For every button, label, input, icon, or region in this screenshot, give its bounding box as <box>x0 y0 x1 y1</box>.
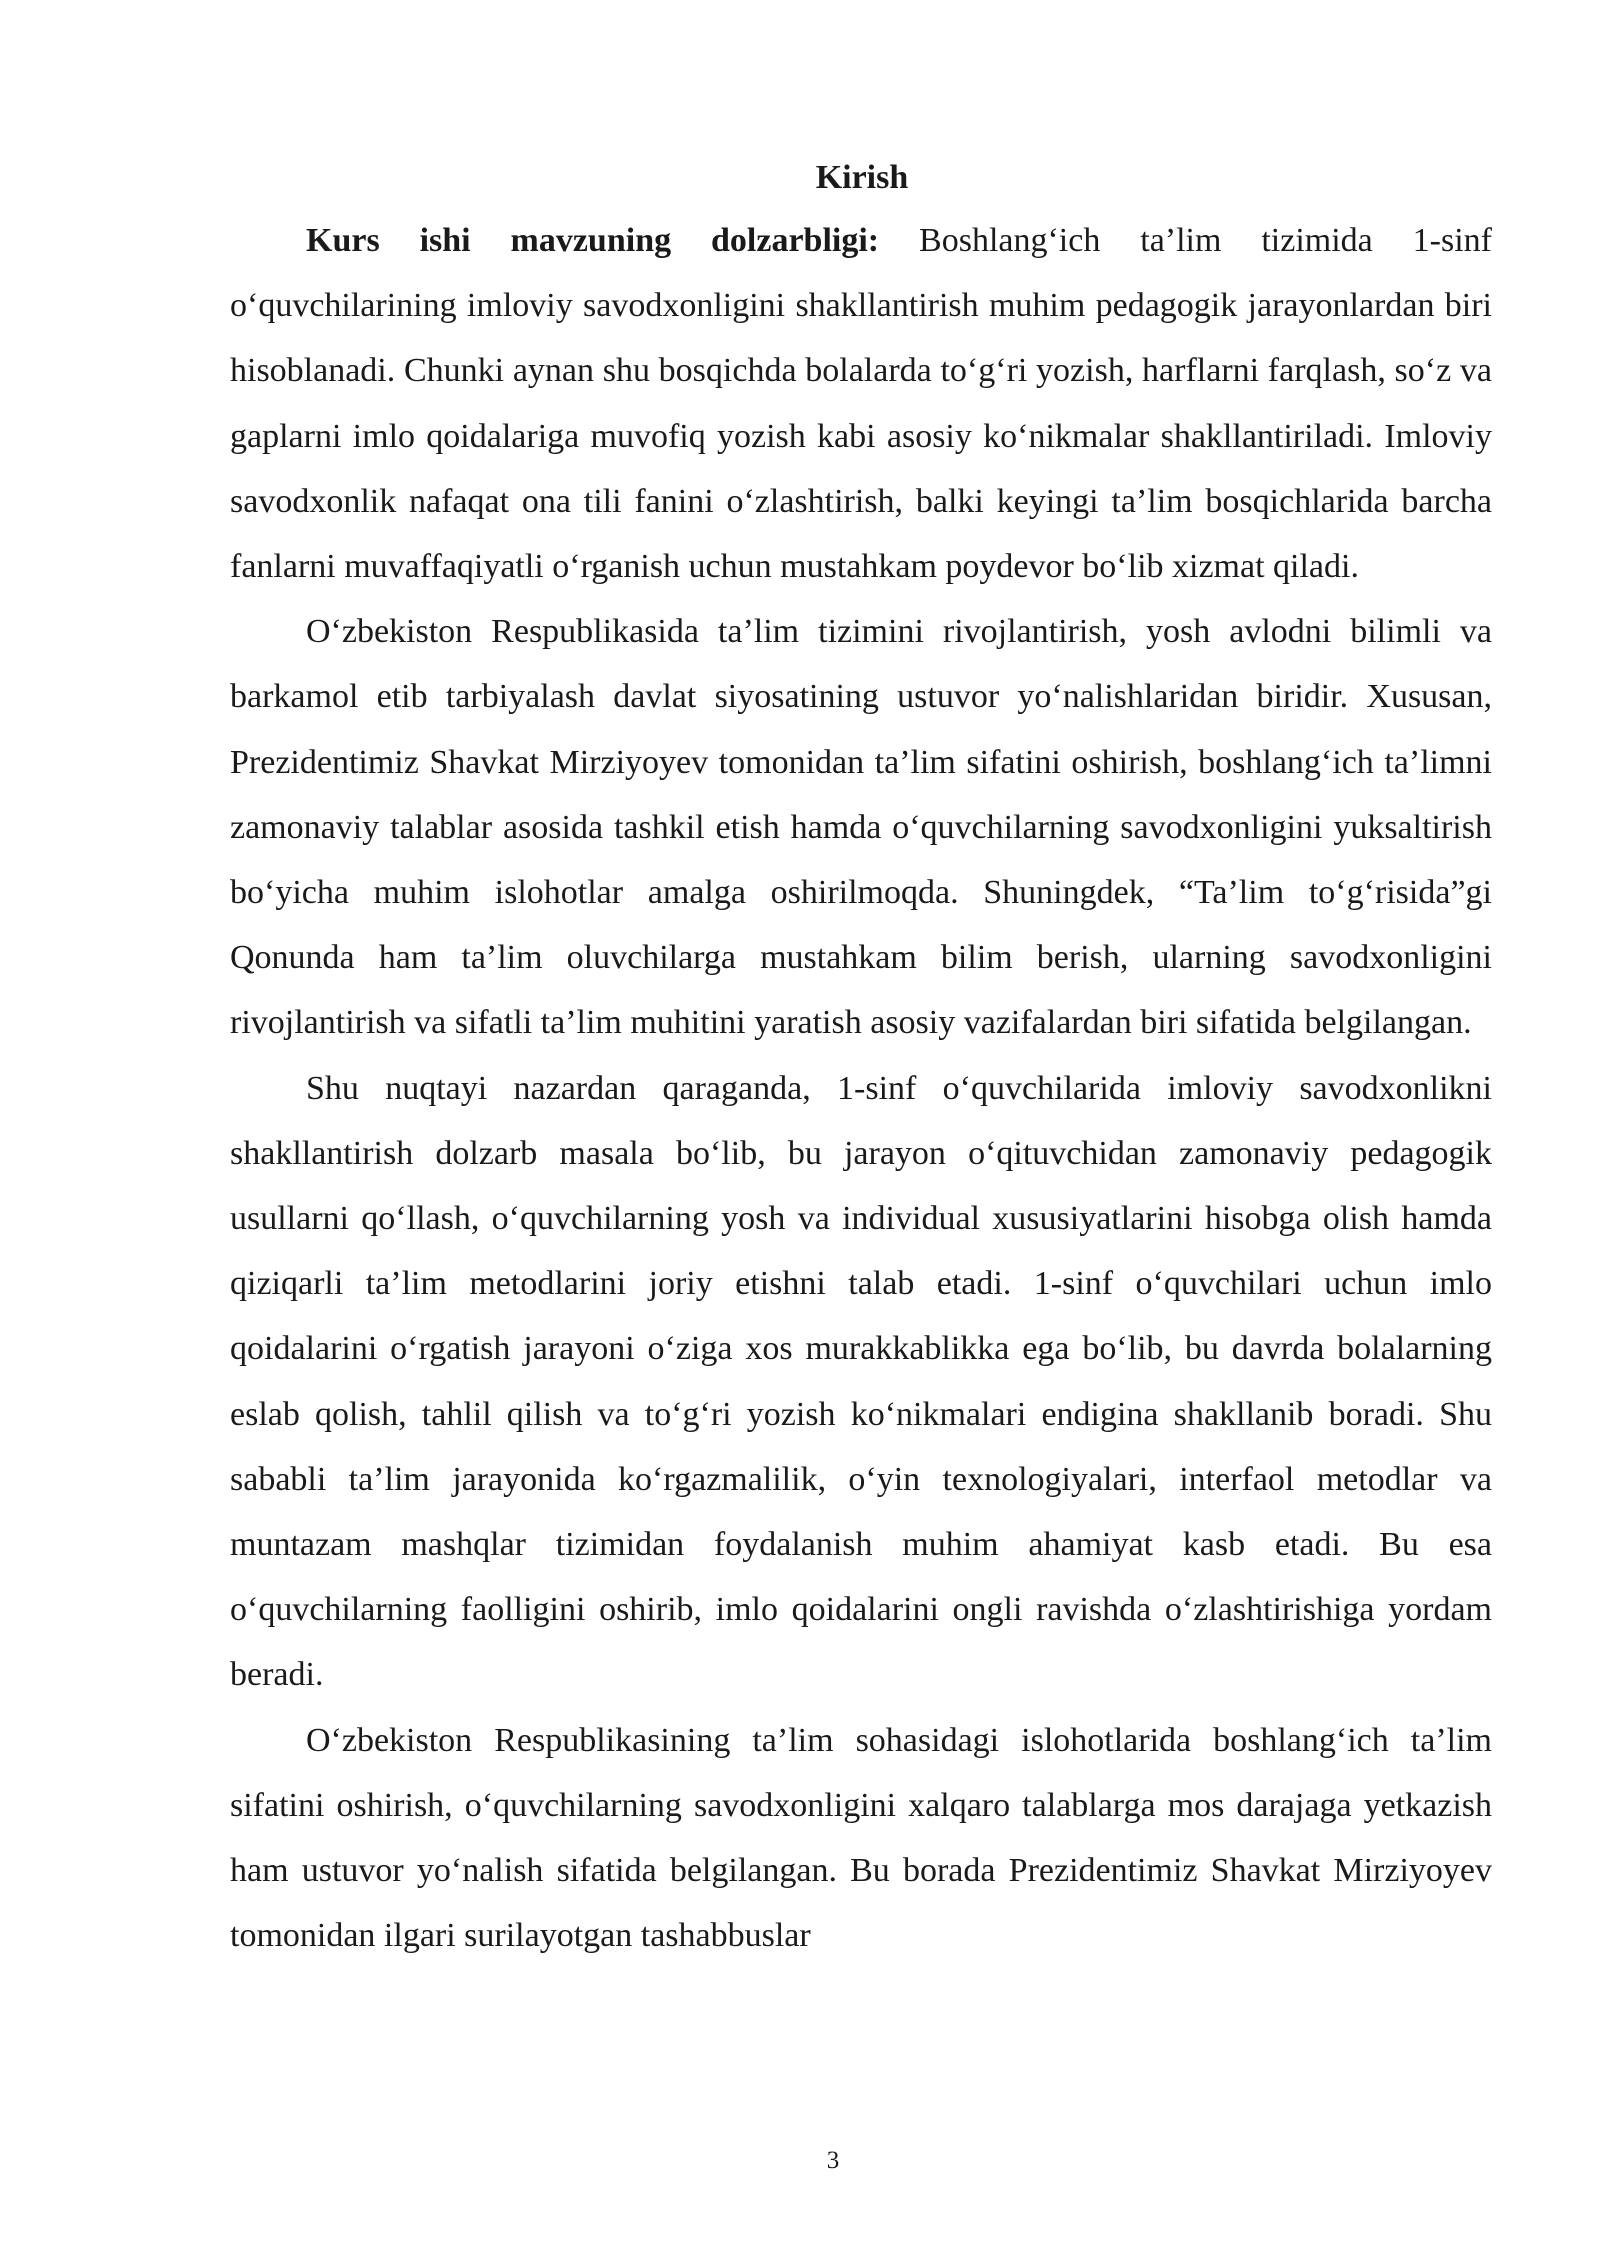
paragraph-state-policy: O‘zbekiston Respublikasida ta’lim tizimini rivojlantirish, yosh avlodni bilimli va barkamol etib tarbiyalash davlat siyosatining ustuvor yo‘nalishlaridan biridir. Xususan, Prezidentimiz Shavkat Mirziyoyev tomonidan ta’lim sifatini oshirish, boshlang‘ich ta’limni zamonaviy talablar asosida tashkil etish hamda o‘quvchilarning savodxonligini yuksaltirish bo‘yicha muhim islohotlar amalga oshirilmoqda. Shuningdek, “Ta’lim to‘g‘risida”gi Qonunda ham ta’lim oluvchilarga mustahkam bilim berish, ularning savodxonligini rivojlantirish va sifatli ta’lim muhitini yaratish asosiy vazifalardan biri sifatida belgilangan. <box>230 613 1492 1042</box>
paragraph-viewpoint: Shu nuqtayi nazardan qaraganda, 1-sinf o‘quvchilarida imloviy savodxonlikni shakllantirish dolzarb masala bo‘lib, bu jarayon o‘qituvchidan zamonaviy pedagogik usullarni qo‘llash, o‘quvchilarning yosh va individual xususiyatlarini hisobga olish hamda qiziqarli ta’lim metodlarini joriy etishni talab etadi. 1-sinf o‘quvchilari uchun imlo qoidalarini o‘rgatish jarayoni o‘ziga xos murakkablikka ega bo‘lib, bu davrda bolalarning eslab qolish, tahlil qilish va to‘g‘ri yozish ko‘nikmalari endigina shakllanib boradi. Shu sababli ta’lim jarayonida ko‘rgazmalilik, o‘yin texnologiyalari, interfaol metodlar va muntazam mashqlar tizimidan foydalanish muhim ahamiyat kasb etadi. Bu esa o‘quvchilarning faolligini oshirib, imlo qoidalarini ongli ravishda o‘zlashtirishiga yordam beradi. <box>230 1069 1492 1694</box>
relevance-heading: Kurs ishi mavzuning dolzarbligi: <box>306 222 880 259</box>
page-number: 3 <box>826 2147 840 2174</box>
paragraph-reforms: O‘zbekiston Respublikasining ta’lim sohasidagi islohotlarida boshlang‘ich ta’lim sifatini oshirish, o‘quvchilarning savodxonligini xalqaro talablarga mos darajaga yetkazish ham ustuvor yo‘nalish sifatida belgilangan. Bu borada Prezidentimiz Shavkat Mirziyoyev tomonidan ilgari surilayotgan tashabbuslar <box>230 1721 1492 1955</box>
document-page <box>230 148 1492 1968</box>
section-title: Kirish <box>815 159 909 196</box>
paragraph-relevance <box>230 208 1492 599</box>
relevance-text: Boshlang‘ich ta’lim tizimida 1-sinf o‘quvchilarining imloviy savodxonligini shakllantirish muhim pedagogik jarayonlardan biri hisoblanadi. Chunki aynan shu bosqichda bolalarda to‘g‘ri yozish, harflarni farqlash, so‘z va gaplarni imlo qoidalariga muvofiq yozish kabi asosiy ko‘nikmalar shakllantiriladi. Imloviy savodxonlik nafaqat ona tili fanini o‘zlashtirish, balki keyingi ta’lim bosqichlarida barcha fanlarni muvaffaqiyatli o‘rganish uchun mustahkam poydevor bo‘lib xizmat qiladi. <box>230 222 1492 586</box>
